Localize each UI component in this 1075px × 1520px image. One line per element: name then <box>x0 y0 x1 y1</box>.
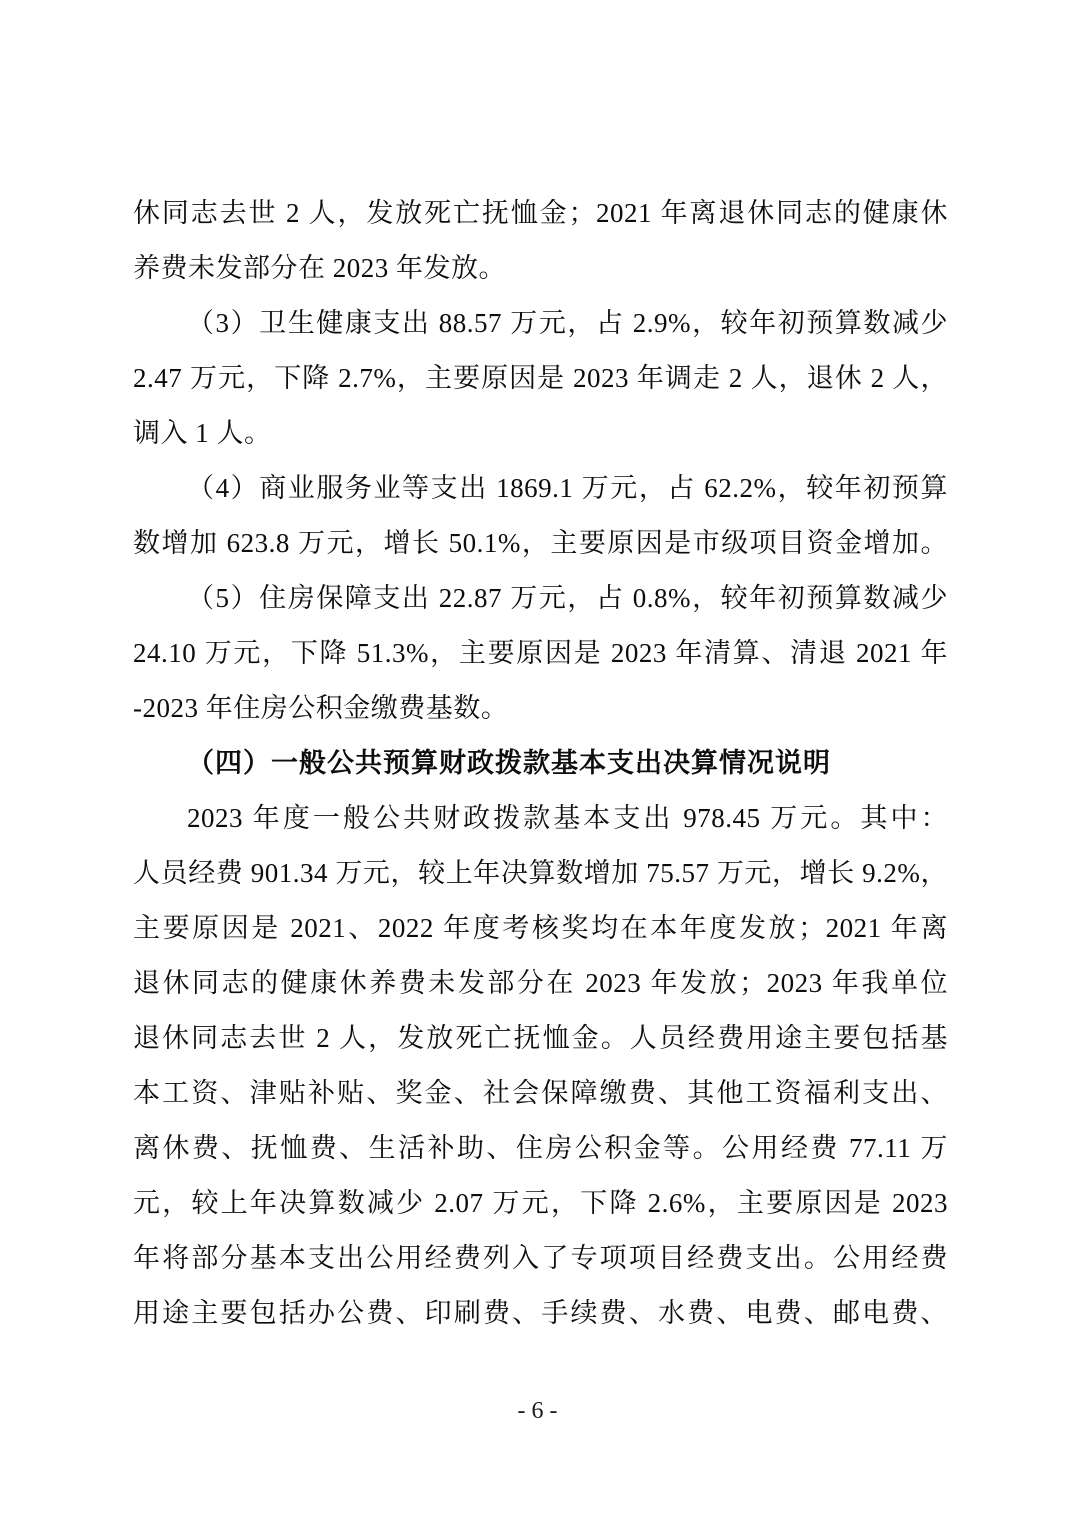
text-line: 本工资、津贴补贴、奖金、社会保障缴费、其他工资福利支出、 <box>133 1078 948 1108</box>
text-line: 退休同志的健康休养费未发部分在 2023 年发放；2023 年我单位 <box>133 968 948 998</box>
text-line: 退休同志去世 2 人，发放死亡抚恤金。人员经费用途主要包括基 <box>133 1023 948 1053</box>
text-line: 用途主要包括办公费、印刷费、手续费、水费、电费、邮电费、 <box>133 1298 948 1328</box>
text-line: 养费未发部分在 2023 年发放。 <box>133 253 506 283</box>
text-line: 人员经费 901.34 万元，较上年决算数增加 75.57 万元，增长 9.2%， <box>133 858 948 888</box>
paragraph <box>133 186 948 296</box>
text-line: 2.47 万元，下降 2.7%，主要原因是 2023 年调走 2 人，退休 2 人， <box>133 363 948 393</box>
section-heading: （四）一般公共预算财政拨款基本支出决算情况说明 <box>187 748 831 778</box>
text-line: 24.10 万元，下降 51.3%，主要原因是 2023 年清算、清退 2021 年 <box>133 638 948 668</box>
paragraph <box>133 571 948 736</box>
section <box>133 736 948 791</box>
document-body <box>133 186 948 1341</box>
text-line: 年将部分基本支出公用经费列入了专项项目经费支出。公用经费 <box>133 1243 948 1273</box>
paragraph <box>133 296 948 461</box>
text-line: 元，较上年决算数减少 2.07 万元，下降 2.6%，主要原因是 2023 <box>133 1188 948 1218</box>
page-number: - 6 - <box>517 1398 558 1424</box>
text-line: （5）住房保障支出 22.87 万元，占 0.8%，较年初预算数减少 <box>187 583 948 613</box>
text-line: 离休费、抚恤费、生活补助、住房公积金等。公用经费 77.11 万 <box>133 1133 948 1163</box>
text-line: （3）卫生健康支出 88.57 万元，占 2.9%，较年初预算数减少 <box>187 308 948 338</box>
text-line: 数增加 623.8 万元，增长 50.1%，主要原因是市级项目资金增加。 <box>133 528 948 558</box>
text-line: 2023 年度一般公共财政拨款基本支出 978.45 万元。其中： <box>187 803 948 833</box>
text-line: 休同志去世 2 人，发放死亡抚恤金；2021 年离退休同志的健康休 <box>133 198 948 228</box>
text-line: 主要原因是 2021、2022 年度考核奖均在本年度发放；2021 年离 <box>133 913 948 943</box>
paragraph <box>133 791 948 1341</box>
paragraph <box>133 461 948 571</box>
text-line: （4）商业服务业等支出 1869.1 万元，占 62.2%，较年初预算 <box>187 473 948 503</box>
text-line: 调入 1 人。 <box>133 418 272 448</box>
text-line: -2023 年住房公积金缴费基数。 <box>133 693 509 723</box>
